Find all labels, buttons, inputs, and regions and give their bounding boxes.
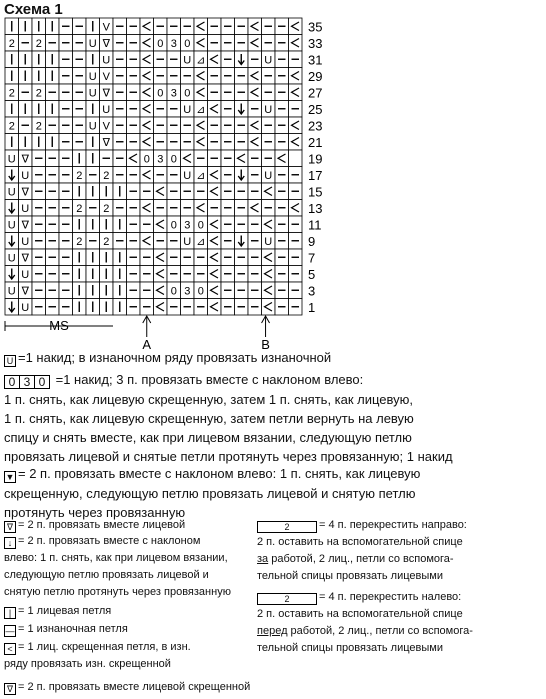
symbol-mark: U xyxy=(183,169,192,182)
row-label: 23 xyxy=(308,118,323,134)
symbol-mark: ∇ xyxy=(21,285,29,298)
symbol-mark: U xyxy=(264,103,273,116)
symbol-mark: ∇ xyxy=(102,37,110,50)
number-mark: 3 xyxy=(170,37,177,50)
symbol-mark: ⊿ xyxy=(196,169,206,182)
number-mark: 0 xyxy=(184,37,191,50)
chart-title: Схема 1 xyxy=(4,1,63,18)
number-mark: 2 xyxy=(76,202,83,215)
number-mark: 2 xyxy=(35,120,42,133)
row-label: 1 xyxy=(308,299,316,315)
row-label: 13 xyxy=(308,200,323,216)
knit-icon: | xyxy=(4,607,16,619)
arrow-a-label: A xyxy=(142,337,152,350)
symbol-mark: U xyxy=(7,252,16,265)
number-mark: 2 xyxy=(103,202,110,215)
number-mark: 0 xyxy=(197,285,204,298)
symbol-mark: ∇ xyxy=(102,136,110,149)
number-mark: 0 xyxy=(170,153,177,166)
row-label: 17 xyxy=(308,167,323,183)
symbol-mark: U xyxy=(7,153,16,166)
symbol-mark: U xyxy=(7,285,16,298)
arrow-b-label: B xyxy=(261,337,270,350)
symbol-mark: ∇ xyxy=(21,219,29,232)
row-label: 25 xyxy=(308,101,323,117)
number-mark: 2 xyxy=(35,37,42,50)
symbol-mark: ⊿ xyxy=(196,103,206,116)
yo-3tog-icon: 0 3 0 xyxy=(4,375,50,389)
legend-purl: — = 1 изнаночная петля xyxy=(5,623,128,636)
legend-yarn-over: U =1 накид; в изнаночном ряду провязать изнаночной xyxy=(4,349,331,367)
number-mark: 0 xyxy=(143,153,150,166)
ssk-icon: ↓ xyxy=(4,537,16,549)
symbol-mark: U xyxy=(21,169,30,182)
number-mark: 2 xyxy=(8,120,15,133)
row-label: 11 xyxy=(308,217,322,233)
number-mark: 0 xyxy=(184,87,191,100)
ms-label: MS xyxy=(49,318,69,333)
cable-left-icon: 2 xyxy=(257,593,317,605)
symbol-mark: U xyxy=(88,37,97,50)
symbol-mark: U xyxy=(88,120,97,133)
row-label: 3 xyxy=(308,283,316,299)
legend-k2tog: ∇ = 2 п. провязать вместе лицевой xyxy=(4,518,185,533)
symbol-mark: V xyxy=(102,21,110,34)
number-mark: 2 xyxy=(8,87,15,100)
number-mark: 0 xyxy=(157,87,164,100)
k2tog-tbl-icon: ∇ xyxy=(4,683,16,695)
row-label: 19 xyxy=(308,151,323,167)
row-label: 5 xyxy=(308,266,316,282)
symbol-mark: U xyxy=(21,202,30,215)
legend-ssk: ↓ = 2 п. провязать вместе с наклоном влево: 1 п. снять, как при лицевом вязании, следующую петлю провязать лицевой и снятую петлю протянуть через провязанную xyxy=(4,535,231,598)
legend-cable-right: 2 = 4 п. перекрестить направо: 2 п. оставить на вспомогательной спице за работой, 2 лиц., петли со вспомога- тельной спицы провязать лицевыми xyxy=(257,519,467,582)
number-mark: 0 xyxy=(170,285,177,298)
legend-knit: | = 1 лицевая петля xyxy=(4,604,111,619)
row-label: 31 xyxy=(308,52,323,68)
number-mark: 3 xyxy=(157,153,164,166)
symbol-mark: U xyxy=(102,103,111,116)
number-mark: 3 xyxy=(184,219,191,232)
purl-icon: — xyxy=(5,626,15,636)
symbol-mark: U xyxy=(183,103,192,116)
row-label: 9 xyxy=(308,233,316,249)
symbol-mark: U xyxy=(21,235,30,248)
row-label: 7 xyxy=(308,250,316,266)
twisted-stitch-icon: < xyxy=(4,643,16,655)
number-mark: 3 xyxy=(184,285,191,298)
number-mark: 2 xyxy=(8,37,15,50)
symbol-mark: U xyxy=(264,54,273,67)
row-label: 15 xyxy=(308,184,323,200)
symbol-mark: ⊿ xyxy=(196,54,206,67)
symbol-mark: U xyxy=(183,235,192,248)
symbol-mark: U xyxy=(7,219,16,232)
legend-ssk-twisted: ▼ = 2 п. провязать вместе с наклоном влево: 1 п. снять, как лицевую скрещенную, следующую петлю провязать лицевой и снятую петлю протянуть через провязанную xyxy=(4,466,421,520)
legend-twisted: < = 1 лиц. скрещенная петля, в изн. ряду провязать изн. скрещенной xyxy=(4,641,191,670)
symbol-mark: V xyxy=(102,120,110,133)
symbol-mark: U xyxy=(102,54,111,67)
row-label: 27 xyxy=(308,85,323,101)
number-mark: 0 xyxy=(157,37,164,50)
row-label: 35 xyxy=(308,19,323,35)
number-mark: 2 xyxy=(103,235,110,248)
number-mark: 2 xyxy=(76,235,83,248)
number-mark: 3 xyxy=(170,87,177,100)
number-mark: 0 xyxy=(170,219,177,232)
symbol-mark: U xyxy=(264,169,273,182)
symbol-mark: U xyxy=(183,54,192,67)
number-mark: 2 xyxy=(76,169,83,182)
symbol-mark: U xyxy=(88,70,97,83)
symbol-mark: U xyxy=(88,87,97,100)
number-mark: 0 xyxy=(197,219,204,232)
symbol-mark: ⊿ xyxy=(196,235,206,248)
arrow-down-icon: ▼ xyxy=(5,472,15,482)
row-label: 21 xyxy=(308,134,323,150)
symbol-mark: ∇ xyxy=(21,153,29,166)
legend-yo-3tog: 0 3 0 =1 накид; 3 п. провязать вместе с наклоном влево: 1 п. снять, как лицевую скрещенную, затем 1 п. снять, как лицевую, 1 п. снять, как лицевую скрещенную, затем петли вернуть на левую спицу и снять вместе, как при лицевом вязании, следующую петлю провязать лицевой и снятые петли протянуть через провязанную; 1 накид xyxy=(4,372,453,464)
k2tog-icon: ∇ xyxy=(4,521,16,533)
legend-k2tog-tbl: ∇ = 2 п. провязать вместе лицевой скрещенной xyxy=(4,680,250,695)
symbol-mark: U xyxy=(7,186,16,199)
symbol-mark: ∇ xyxy=(21,186,29,199)
row-label: 29 xyxy=(308,68,323,84)
symbol-mark: ∇ xyxy=(21,252,29,265)
yarn-over-icon: U xyxy=(4,355,16,367)
legend-cable-left: 2 = 4 п. перекрестить налево: 2 п. оставить на вспомогательной спице перед работой, 2 лиц., петли со вспомога- тельной спицы провязать лицевыми xyxy=(257,591,473,654)
row-label: 33 xyxy=(308,35,323,51)
cable-right-icon: 2 xyxy=(257,521,317,533)
number-mark: 2 xyxy=(35,87,42,100)
symbol-mark: U xyxy=(264,235,273,248)
symbol-mark: U xyxy=(21,268,30,281)
number-mark: 2 xyxy=(103,169,110,182)
symbol-mark: ∇ xyxy=(102,87,110,100)
symbol-mark: U xyxy=(21,301,30,314)
chart-cell xyxy=(289,150,303,167)
symbol-mark: V xyxy=(102,70,110,83)
